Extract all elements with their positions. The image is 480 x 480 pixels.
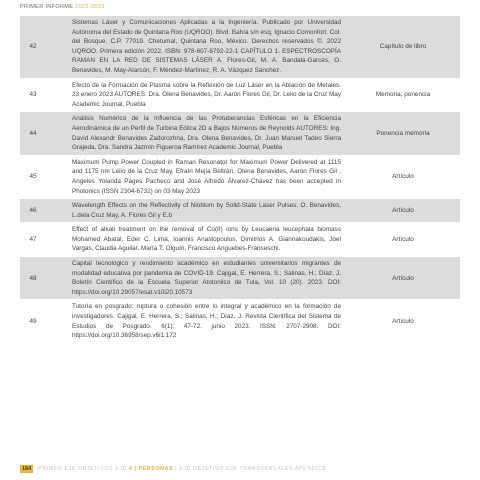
row-number: 45: [29, 173, 37, 181]
row-description: Effect of alkali treatment on the removal of Co(II) ions by Leucaena leucephala biomass Mohamed Abatal, Eder C. Lima, Ioannis Anastopoulos, Dimitrios A. Giannakoudakis, Joel Vargas, Claudia Aguilar, María.T. Olguín, Francisco Anguebes-Franseschi.: [72, 226, 341, 253]
footer-nav: [38, 466, 327, 472]
row-number: 48: [29, 274, 37, 282]
publications-table: [20, 16, 460, 344]
row-number: 42: [29, 43, 37, 51]
table-row: [20, 16, 460, 79]
row-type: Artículo: [392, 274, 414, 282]
row-type: Memoria, ponencia: [375, 91, 431, 99]
row-type: Artículo: [392, 173, 414, 181]
page-header: [20, 4, 105, 10]
row-type: Ponencia memoria: [376, 130, 430, 138]
table-row: [20, 112, 460, 155]
row-type: Artículo: [392, 236, 414, 244]
row-number: 44: [29, 130, 37, 138]
row-description: Sistemas Láser y Comunicaciones Aplicadas a la Ingeniería. Publicado por Universidad Autónoma del Estado de Quintana Roo (UQROO). Blvd. Bahía s/n esq. Ignacio Comonfort. Col. del Bosque. C.P. 77019. Chetumal, Quintana Roo, México. Derechos reservados ©. 2022 UQROO. Primera edición 2022. ISBN: 978-607-8792-22-1 CAPÍTULO 1. ESPECTROSCOPÍA RAMAN EN LA RED DE SISTEMAS LÁSER A. Flores-Gil, M. A. Bandala-Garcés, O. Benavides, M. May-Alarcón, F. Méndez-Martínez, R. A. Vázquez Sánchez.: [72, 19, 341, 74]
row-description: Efecto de la Formación de Plasma sobre la Reflexión de Luz Láser en la Ablación de Metales. 23 enero 2023 AUTORES: Dra. Olena Benavides, Dr. Aarón Flores Gil, Dr. Lelio de la Cruz May Academic Journal, Puebla: [72, 81, 341, 108]
table-row: [20, 257, 460, 300]
row-type: Artículo: [392, 207, 414, 215]
row-description: Wavelength Effects on the Reflectivity of Niobium by Solid-State Laser Pulses. O. Benavides, L.dela Cruz May, A. Flores Gil y E.b: [72, 202, 341, 219]
header-title: PRIMER INFORME: [20, 4, 76, 10]
footer-nav-c: | EJE OBJETIVO EJE TRANSVERSALES APÉNDICE: [173, 465, 327, 472]
row-description: Capital tecnológico y rendimiento académico en estudiantes universitarios migrantes de modalidad educativa por pandemia de COVID-19. Cajigal, E. Herrera, S.; Salinas, H.; Díaz, J. Boletín Científico de la Escuela Superior Atotonilco de Tula, Vol. 10 (20). 2023. DOI: https://doi.org/10.29057/esat.v10i20.10573: [72, 260, 341, 296]
footer-nav-a: PRIMER E: [38, 465, 69, 472]
table-row: [20, 223, 460, 257]
row-number: 46: [29, 207, 37, 215]
row-description: Análisis Numérico de la Influencia de las Protuberancias Esféricas en la Eficiencia Aerodinámica de un Perfil de Turbina Eólica 2D a Bajos Números de Reynolds AUTORES: Ing. David Alexandr Benavides Zadorozhna, Dra. Olena Benavides, Dr. Juan Manuel Tadeo Sierra Grajeda, Dra. Sandra Jazmín Figueroa Ramírez Academic Journal, Puebla: [72, 115, 341, 152]
footer-nav-highlight: 4 | PERSONAS: [128, 465, 174, 472]
table-row: [20, 199, 460, 223]
table-row: [20, 156, 460, 199]
row-type: Artículo: [392, 318, 414, 326]
row-description: Tutoría en posgrado: ruptura o cohesión entre lo integral y académico en la formación de investigadores. Cajigal, E. Herrera, S.; Salinas, H.; Díaz, J. Revista Científica del Sistema de Estudios de Posgrado. 6(1): 47-72. junio 2023. ISSN: 2707-2908. DOI: https://doi.org/10.36958/sep.v6i1.172: [72, 303, 341, 340]
row-description: Maximum Pump Power Coupled in Raman Resonator for Maximum Power Delivered at 1115 and 1175 nm Lelio de la Cruz May, Efraín Mejía Beltrán, Olena Benavides, Aarón Flores Gil , Angeles Yolanda Pages Pacheco and José Alfredo Álvarez-Chávez has been accepted in Photonics (ISSN 2304-6732) on 03 May 2023: [72, 158, 341, 195]
table-row: [20, 300, 460, 343]
page-number: 184: [22, 465, 32, 472]
row-type: Capítulo de libro: [379, 43, 427, 51]
row-number: 43: [29, 91, 37, 99]
row-number: 47: [29, 236, 37, 244]
row-number: 49: [29, 318, 37, 326]
page-footer: [20, 464, 460, 473]
header-year: 2022-2023: [75, 4, 105, 10]
footer-nav-b: JE OBJETIVOS EJE: [68, 465, 129, 472]
table-row: [20, 79, 460, 113]
